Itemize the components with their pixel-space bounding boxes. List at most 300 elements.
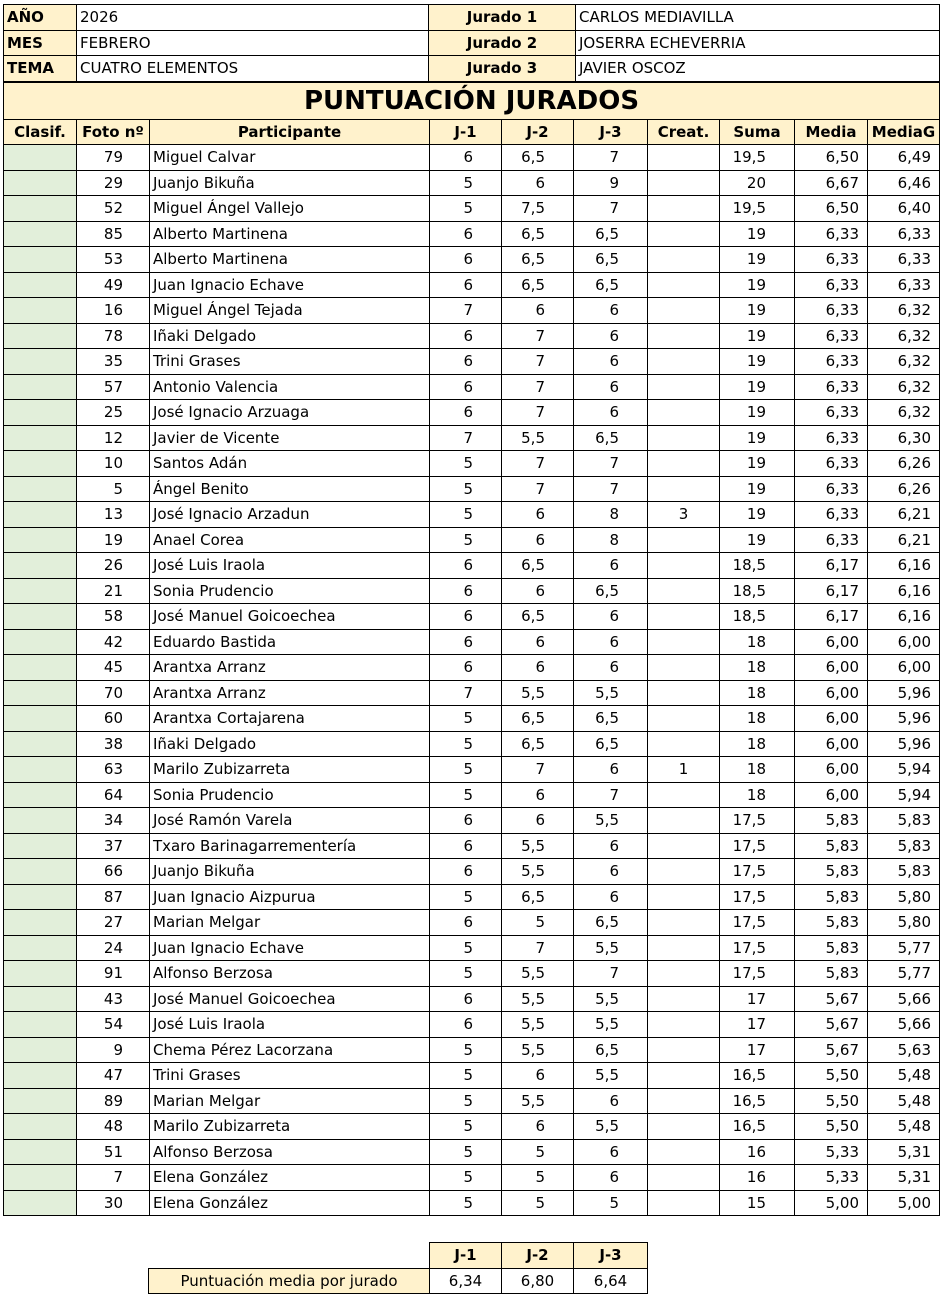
summary-header-row [149, 1243, 648, 1269]
cell-j2: 6 [502, 527, 574, 553]
cell-creat [648, 1037, 720, 1063]
cell-name: Marian Melgar [150, 910, 430, 936]
cell-name: Alberto Martinena [150, 247, 430, 273]
cell-j1: 5 [430, 502, 502, 528]
cell-name: Elena González [150, 1165, 430, 1191]
cell-j3: 6,5 [574, 425, 648, 451]
cell-creat [648, 1165, 720, 1191]
cell-suma: 19 [720, 400, 795, 426]
cell-j2: 5,5 [502, 1088, 574, 1114]
cell-foto: 66 [77, 859, 150, 885]
cell-foto: 78 [77, 323, 150, 349]
cell-j3: 8 [574, 527, 648, 553]
cell-foto: 54 [77, 1012, 150, 1038]
cell-media: 6,00 [795, 655, 868, 681]
cell-j2: 7 [502, 349, 574, 375]
cell-j3: 6 [574, 655, 648, 681]
cell-foto: 91 [77, 961, 150, 987]
cell-mediag: 5,83 [868, 859, 940, 885]
cell-suma: 16 [720, 1139, 795, 1165]
table-row [4, 247, 940, 273]
cell-j1: 6 [430, 629, 502, 655]
cell-j2: 7 [502, 374, 574, 400]
cell-clasif [4, 170, 77, 196]
cell-mediag: 5,48 [868, 1114, 940, 1140]
column-header-creat: Creat. [648, 120, 720, 145]
cell-mediag: 5,94 [868, 757, 940, 783]
cell-j3: 6,5 [574, 272, 648, 298]
cell-name: Marian Melgar [150, 1088, 430, 1114]
cell-suma: 17 [720, 1012, 795, 1038]
cell-j3: 6,5 [574, 247, 648, 273]
cell-media: 6,17 [795, 578, 868, 604]
cell-media: 6,33 [795, 247, 868, 273]
table-row [4, 196, 940, 222]
cell-foto: 52 [77, 196, 150, 222]
cell-mediag: 5,77 [868, 935, 940, 961]
table-row [4, 298, 940, 324]
column-header-mediag: MediaG [868, 120, 940, 145]
cell-j2: 6,5 [502, 731, 574, 757]
cell-suma: 16,5 [720, 1114, 795, 1140]
cell-creat [648, 196, 720, 222]
table-row [4, 553, 940, 579]
cell-j3: 6 [574, 323, 648, 349]
cell-clasif [4, 247, 77, 273]
cell-foto: 13 [77, 502, 150, 528]
cell-media: 5,83 [795, 859, 868, 885]
cell-foto: 89 [77, 1088, 150, 1114]
cell-mediag: 5,83 [868, 833, 940, 859]
cell-mediag: 5,77 [868, 961, 940, 987]
cell-j2: 6 [502, 170, 574, 196]
cell-clasif [4, 782, 77, 808]
cell-name: Txaro Barinagarrementería [150, 833, 430, 859]
cell-foto: 70 [77, 680, 150, 706]
cell-foto: 63 [77, 757, 150, 783]
cell-media: 6,33 [795, 451, 868, 477]
cell-name: José Manuel Goicoechea [150, 604, 430, 630]
cell-clasif [4, 808, 77, 834]
cell-name: José Ramón Varela [150, 808, 430, 834]
cell-suma: 17,5 [720, 961, 795, 987]
cell-clasif [4, 1063, 77, 1089]
cell-mediag: 6,32 [868, 298, 940, 324]
cell-foto: 7 [77, 1165, 150, 1191]
cell-clasif [4, 1037, 77, 1063]
summary-blank-cell [149, 1243, 430, 1269]
cell-suma: 19,5 [720, 145, 795, 171]
cell-j2: 5,5 [502, 680, 574, 706]
cell-j3: 5,5 [574, 1114, 648, 1140]
cell-j3: 6 [574, 553, 648, 579]
cell-media: 6,33 [795, 323, 868, 349]
cell-media: 5,83 [795, 808, 868, 834]
cell-media: 5,83 [795, 961, 868, 987]
cell-creat [648, 247, 720, 273]
cell-media: 6,33 [795, 374, 868, 400]
cell-j3: 5,5 [574, 680, 648, 706]
cell-j2: 5,5 [502, 833, 574, 859]
cell-clasif [4, 196, 77, 222]
cell-j2: 6,5 [502, 272, 574, 298]
cell-creat [648, 706, 720, 732]
cell-name: Miguel Ángel Tejada [150, 298, 430, 324]
cell-j2: 6 [502, 502, 574, 528]
cell-suma: 17 [720, 986, 795, 1012]
summary-header-j2: J-2 [502, 1243, 574, 1269]
table-row [4, 1139, 940, 1165]
cell-j1: 7 [430, 425, 502, 451]
cell-j1: 6 [430, 349, 502, 375]
cell-media: 6,00 [795, 706, 868, 732]
cell-j2: 5,5 [502, 859, 574, 885]
cell-j1: 6 [430, 247, 502, 273]
cell-media: 6,00 [795, 680, 868, 706]
cell-j2: 6 [502, 298, 574, 324]
cell-media: 5,33 [795, 1165, 868, 1191]
cell-suma: 19 [720, 323, 795, 349]
cell-name: Trini Grases [150, 349, 430, 375]
cell-media: 5,83 [795, 833, 868, 859]
cell-j1: 6 [430, 578, 502, 604]
cell-foto: 16 [77, 298, 150, 324]
cell-media: 5,50 [795, 1088, 868, 1114]
cell-name: Antonio Valencia [150, 374, 430, 400]
cell-name: Iñaki Delgado [150, 323, 430, 349]
cell-name: José Luis Iraola [150, 553, 430, 579]
cell-name: Anael Corea [150, 527, 430, 553]
cell-creat [648, 986, 720, 1012]
tema-value: CUATRO ELEMENTOS [77, 56, 429, 82]
cell-mediag: 5,66 [868, 1012, 940, 1038]
cell-media: 6,17 [795, 553, 868, 579]
cell-clasif [4, 502, 77, 528]
cell-clasif [4, 757, 77, 783]
cell-clasif [4, 578, 77, 604]
cell-j3: 6 [574, 629, 648, 655]
table-row [4, 476, 940, 502]
cell-media: 5,67 [795, 1037, 868, 1063]
cell-j1: 6 [430, 808, 502, 834]
cell-j3: 7 [574, 145, 648, 171]
cell-clasif [4, 1088, 77, 1114]
cell-j1: 6 [430, 1012, 502, 1038]
cell-j3: 6,5 [574, 706, 648, 732]
cell-mediag: 5,96 [868, 731, 940, 757]
cell-media: 6,00 [795, 782, 868, 808]
cell-j1: 5 [430, 1063, 502, 1089]
cell-j3: 7 [574, 961, 648, 987]
cell-clasif [4, 935, 77, 961]
cell-creat [648, 935, 720, 961]
cell-media: 5,50 [795, 1114, 868, 1140]
cell-mediag: 6,16 [868, 578, 940, 604]
cell-name: Alfonso Berzosa [150, 1139, 430, 1165]
table-row [4, 1165, 940, 1191]
cell-creat [648, 323, 720, 349]
cell-clasif [4, 527, 77, 553]
column-header-j1: J-1 [430, 120, 502, 145]
cell-creat [648, 884, 720, 910]
table-row [4, 272, 940, 298]
cell-clasif [4, 859, 77, 885]
cell-mediag: 6,40 [868, 196, 940, 222]
cell-creat [648, 349, 720, 375]
cell-suma: 17,5 [720, 935, 795, 961]
summary-header-j1: J-1 [430, 1243, 502, 1269]
cell-j2: 5 [502, 910, 574, 936]
cell-mediag: 6,49 [868, 145, 940, 171]
cell-mediag: 5,80 [868, 910, 940, 936]
jurado2-label: Jurado 2 [429, 30, 576, 56]
cell-creat [648, 145, 720, 171]
cell-mediag: 6,33 [868, 247, 940, 273]
table-row [4, 961, 940, 987]
cell-foto: 47 [77, 1063, 150, 1089]
cell-j1: 5 [430, 451, 502, 477]
cell-j1: 6 [430, 655, 502, 681]
cell-media: 6,33 [795, 221, 868, 247]
cell-media: 6,33 [795, 527, 868, 553]
cell-mediag: 5,96 [868, 706, 940, 732]
table-row [4, 1012, 940, 1038]
cell-j3: 5,5 [574, 808, 648, 834]
column-header-media: Media [795, 120, 868, 145]
cell-suma: 19,5 [720, 196, 795, 222]
cell-creat [648, 1190, 720, 1216]
summary-value-j1: 6,34 [430, 1268, 502, 1294]
cell-clasif [4, 374, 77, 400]
cell-mediag: 6,00 [868, 655, 940, 681]
cell-j1: 6 [430, 859, 502, 885]
cell-foto: 85 [77, 221, 150, 247]
cell-j3: 6 [574, 1088, 648, 1114]
table-row [4, 910, 940, 936]
cell-name: Sonia Prudencio [150, 578, 430, 604]
cell-j3: 6,5 [574, 221, 648, 247]
cell-name: Arantxa Arranz [150, 655, 430, 681]
cell-suma: 18 [720, 782, 795, 808]
cell-suma: 20 [720, 170, 795, 196]
cell-media: 6,17 [795, 604, 868, 630]
cell-j2: 6 [502, 782, 574, 808]
cell-foto: 27 [77, 910, 150, 936]
cell-mediag: 5,80 [868, 884, 940, 910]
cell-j1: 6 [430, 221, 502, 247]
cell-j2: 5,5 [502, 961, 574, 987]
cell-suma: 19 [720, 272, 795, 298]
cell-j3: 5,5 [574, 1012, 648, 1038]
cell-j2: 5 [502, 1190, 574, 1216]
mes-value: FEBRERO [77, 30, 429, 56]
cell-suma: 17,5 [720, 910, 795, 936]
cell-j2: 6,5 [502, 884, 574, 910]
cell-creat [648, 655, 720, 681]
table-row [4, 706, 940, 732]
cell-mediag: 6,33 [868, 221, 940, 247]
cell-mediag: 5,48 [868, 1063, 940, 1089]
cell-j1: 5 [430, 731, 502, 757]
cell-mediag: 6,26 [868, 451, 940, 477]
cell-name: Alfonso Berzosa [150, 961, 430, 987]
cell-foto: 53 [77, 247, 150, 273]
cell-foto: 49 [77, 272, 150, 298]
cell-clasif [4, 1139, 77, 1165]
column-header-suma: Suma [720, 120, 795, 145]
cell-suma: 15 [720, 1190, 795, 1216]
cell-foto: 30 [77, 1190, 150, 1216]
cell-foto: 60 [77, 706, 150, 732]
column-header-row [4, 120, 940, 145]
cell-mediag: 6,30 [868, 425, 940, 451]
cell-name: Miguel Ángel Vallejo [150, 196, 430, 222]
cell-media: 5,67 [795, 1012, 868, 1038]
cell-j3: 6,5 [574, 578, 648, 604]
cell-media: 6,33 [795, 349, 868, 375]
table-row [4, 323, 940, 349]
cell-suma: 16 [720, 1165, 795, 1191]
cell-media: 5,33 [795, 1139, 868, 1165]
cell-name: José Ignacio Arzuaga [150, 400, 430, 426]
cell-j2: 7,5 [502, 196, 574, 222]
cell-mediag: 6,16 [868, 604, 940, 630]
cell-creat [648, 782, 720, 808]
table-row [4, 578, 940, 604]
table-row [4, 170, 940, 196]
cell-creat [648, 553, 720, 579]
cell-name: Iñaki Delgado [150, 731, 430, 757]
cell-suma: 17,5 [720, 859, 795, 885]
cell-clasif [4, 655, 77, 681]
cell-foto: 5 [77, 476, 150, 502]
cell-j3: 6 [574, 884, 648, 910]
cell-mediag: 6,32 [868, 349, 940, 375]
info-table [3, 4, 940, 82]
cell-j1: 6 [430, 400, 502, 426]
cell-creat: 1 [648, 757, 720, 783]
table-row [4, 808, 940, 834]
cell-j2: 7 [502, 400, 574, 426]
cell-j2: 7 [502, 323, 574, 349]
cell-j1: 7 [430, 680, 502, 706]
column-header-clasif: Clasif. [4, 120, 77, 145]
cell-media: 6,00 [795, 731, 868, 757]
cell-media: 6,33 [795, 425, 868, 451]
column-header-j3: J-3 [574, 120, 648, 145]
cell-j1: 5 [430, 935, 502, 961]
jurado1-label: Jurado 1 [429, 5, 576, 31]
cell-j3: 5,5 [574, 986, 648, 1012]
cell-suma: 19 [720, 374, 795, 400]
cell-j3: 7 [574, 451, 648, 477]
cell-creat [648, 1139, 720, 1165]
cell-creat [648, 476, 720, 502]
cell-j3: 6,5 [574, 910, 648, 936]
cell-name: Juanjo Bikuña [150, 170, 430, 196]
cell-foto: 64 [77, 782, 150, 808]
cell-foto: 12 [77, 425, 150, 451]
column-header-participante: Participante [150, 120, 430, 145]
cell-clasif [4, 425, 77, 451]
table-row [4, 374, 940, 400]
table-row [4, 1088, 940, 1114]
cell-name: José Manuel Goicoechea [150, 986, 430, 1012]
cell-name: Marilo Zubizarreta [150, 1114, 430, 1140]
cell-foto: 79 [77, 145, 150, 171]
cell-j1: 6 [430, 374, 502, 400]
cell-media: 5,83 [795, 884, 868, 910]
cell-media: 5,67 [795, 986, 868, 1012]
cell-media: 5,50 [795, 1063, 868, 1089]
cell-mediag: 6,16 [868, 553, 940, 579]
table-row [4, 859, 940, 885]
cell-j1: 5 [430, 196, 502, 222]
cell-j1: 6 [430, 323, 502, 349]
cell-j3: 6 [574, 833, 648, 859]
cell-clasif [4, 221, 77, 247]
cell-name: Arantxa Arranz [150, 680, 430, 706]
cell-j2: 5,5 [502, 986, 574, 1012]
cell-foto: 26 [77, 553, 150, 579]
cell-suma: 19 [720, 502, 795, 528]
cell-j3: 5,5 [574, 935, 648, 961]
cell-name: Juan Ignacio Echave [150, 935, 430, 961]
cell-name: Marilo Zubizarreta [150, 757, 430, 783]
table-row [4, 425, 940, 451]
cell-creat [648, 425, 720, 451]
cell-j1: 5 [430, 782, 502, 808]
cell-name: José Ignacio Arzadun [150, 502, 430, 528]
cell-mediag: 5,96 [868, 680, 940, 706]
cell-clasif [4, 145, 77, 171]
cell-mediag: 5,94 [868, 782, 940, 808]
cell-creat: 3 [648, 502, 720, 528]
cell-media: 6,00 [795, 629, 868, 655]
cell-clasif [4, 1012, 77, 1038]
cell-foto: 45 [77, 655, 150, 681]
jurado3-name: JAVIER OSCOZ [576, 56, 940, 82]
cell-j3: 7 [574, 196, 648, 222]
cell-j3: 6 [574, 757, 648, 783]
cell-mediag: 6,32 [868, 400, 940, 426]
cell-creat [648, 604, 720, 630]
cell-j3: 6 [574, 349, 648, 375]
page-title: PUNTUACIÓN JURADOS [4, 83, 940, 120]
cell-suma: 19 [720, 451, 795, 477]
cell-j1: 5 [430, 476, 502, 502]
table-row [4, 629, 940, 655]
cell-media: 6,50 [795, 145, 868, 171]
cell-foto: 24 [77, 935, 150, 961]
cell-suma: 19 [720, 221, 795, 247]
cell-j1: 6 [430, 604, 502, 630]
cell-j1: 5 [430, 1139, 502, 1165]
summary-value-j3: 6,64 [574, 1268, 648, 1294]
table-row [4, 604, 940, 630]
cell-j2: 7 [502, 451, 574, 477]
cell-name: Chema Pérez Lacorzana [150, 1037, 430, 1063]
cell-foto: 10 [77, 451, 150, 477]
cell-name: Miguel Calvar [150, 145, 430, 171]
cell-mediag: 6,32 [868, 323, 940, 349]
cell-clasif [4, 604, 77, 630]
ano-label: AÑO [4, 5, 77, 31]
summary-value-j2: 6,80 [502, 1268, 574, 1294]
cell-j1: 5 [430, 1190, 502, 1216]
cell-j1: 6 [430, 833, 502, 859]
cell-mediag: 5,31 [868, 1165, 940, 1191]
